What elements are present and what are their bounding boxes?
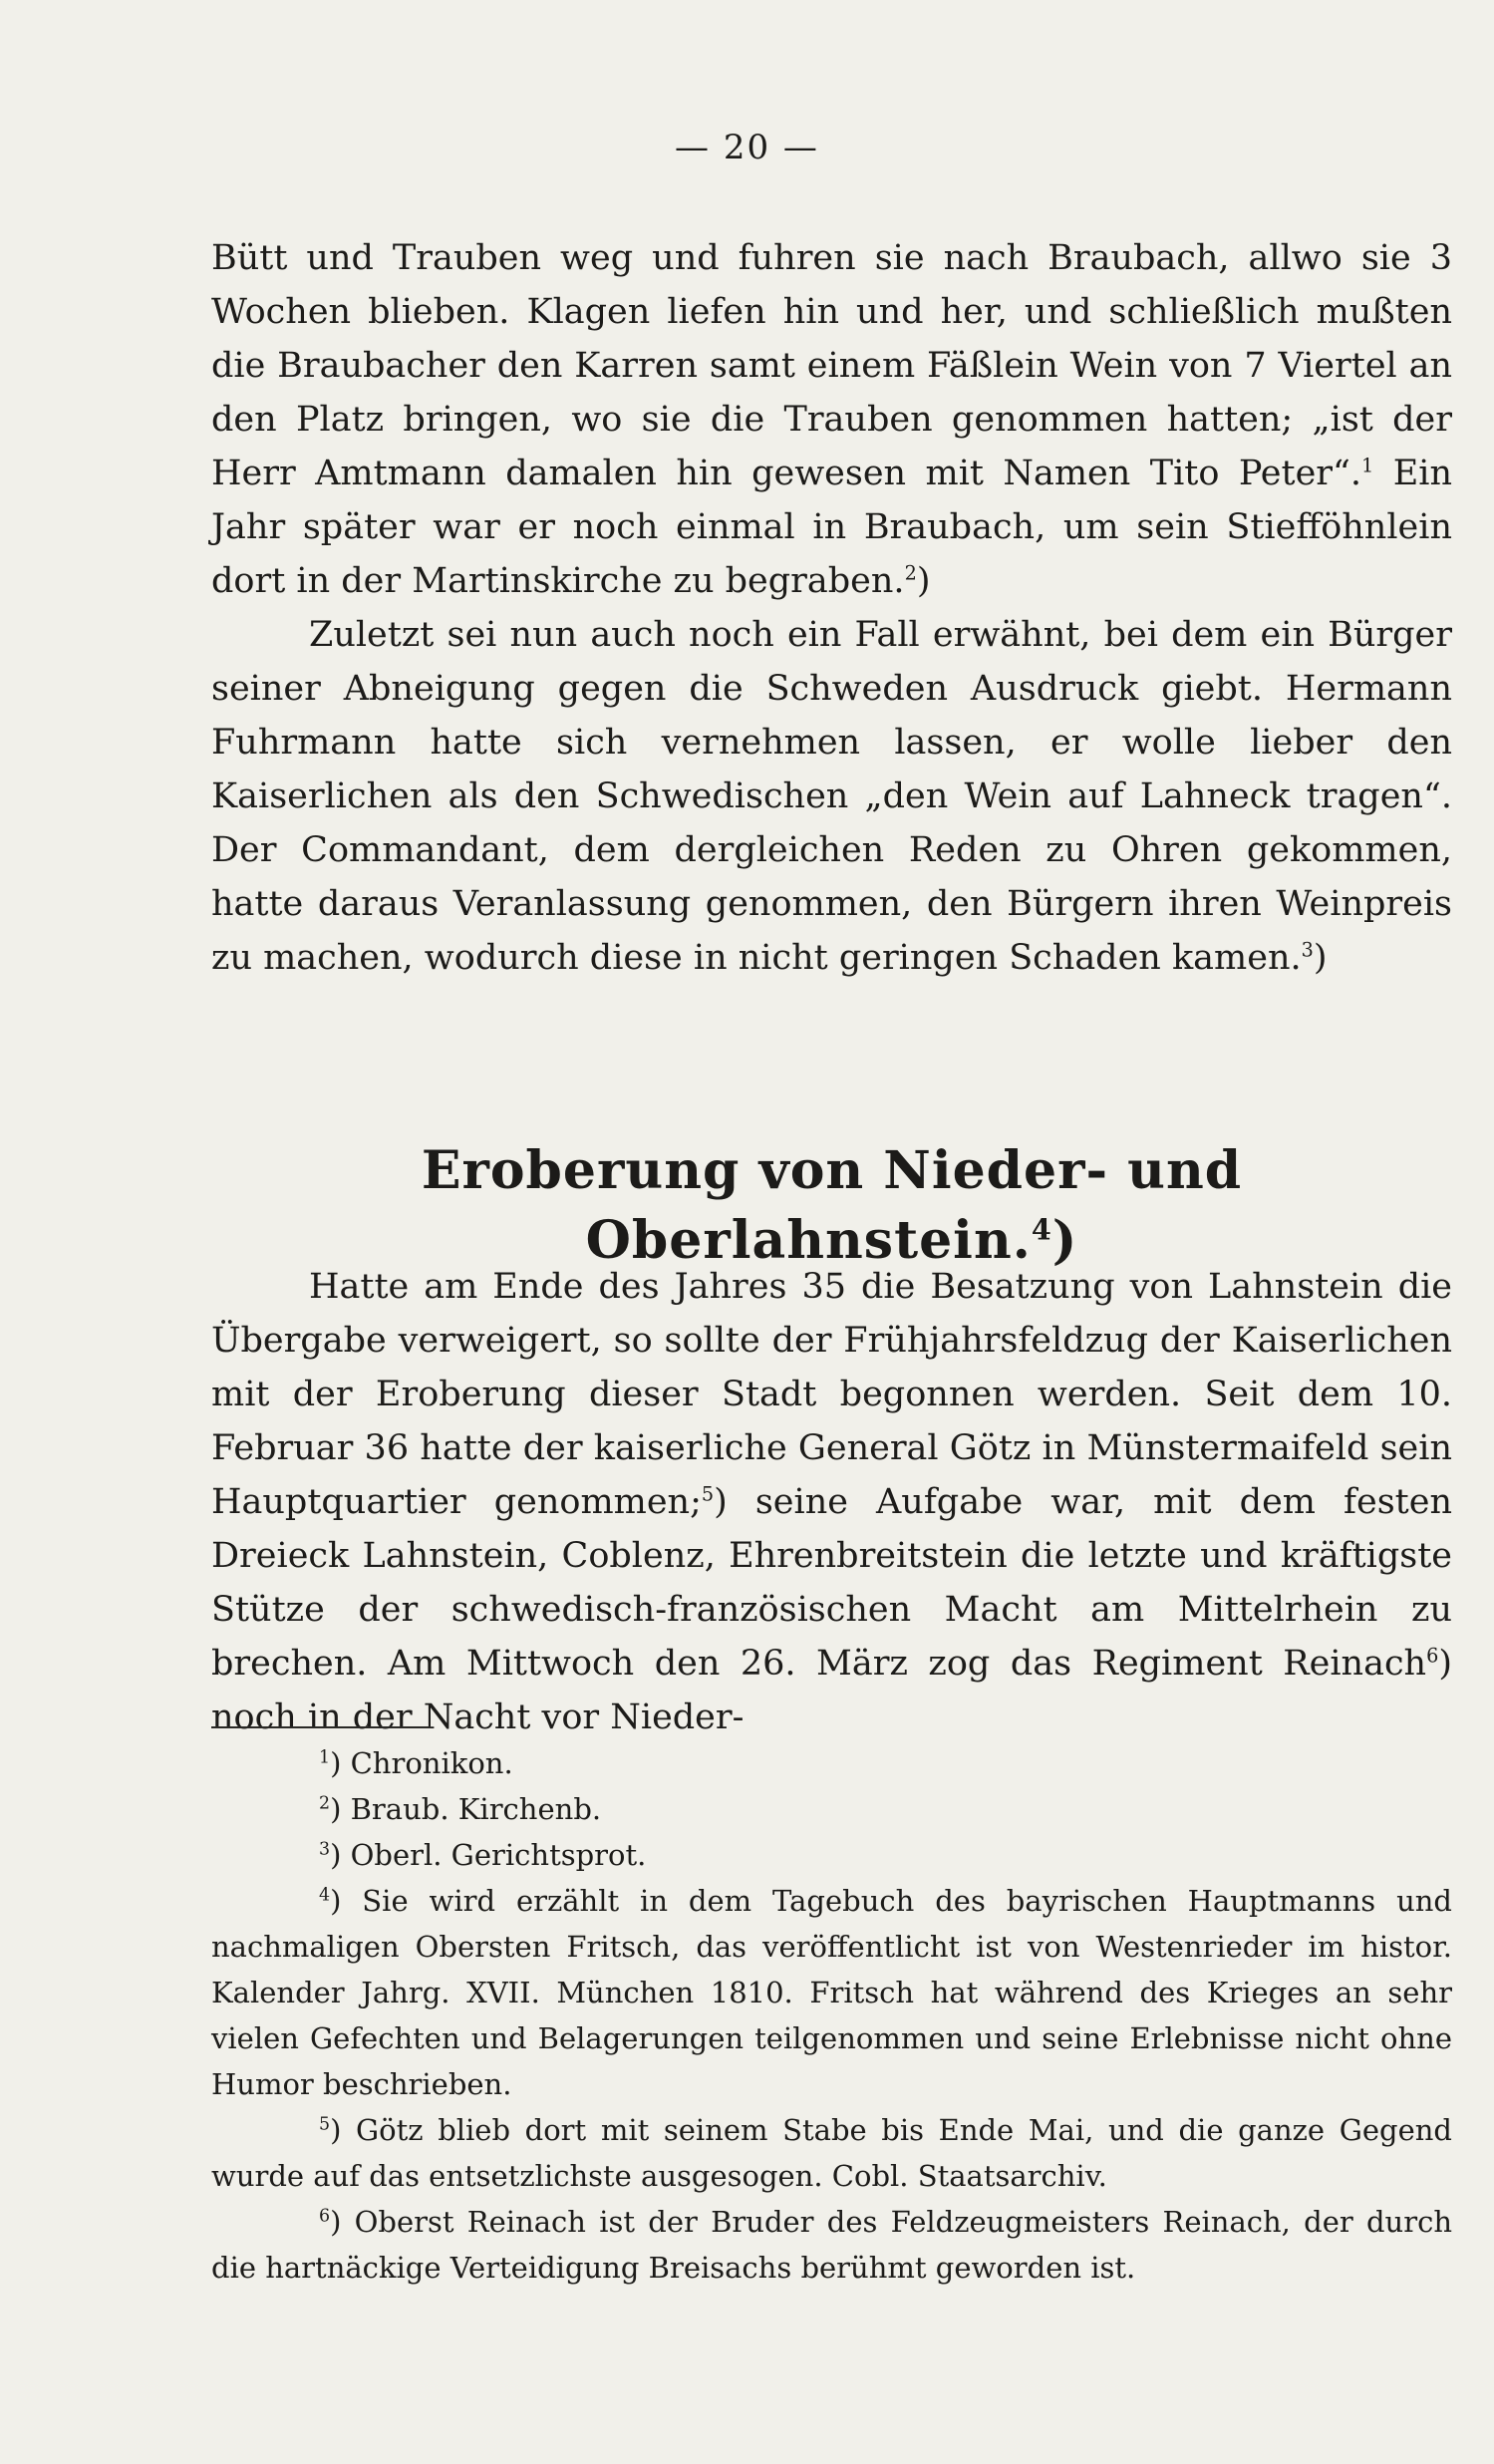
- footnote-6-text: ) Oberst Reinach ist der Bruder des Feldzeugmeisters Reinach, der durch die hartnäckige Verteidigung Breisachs berühmt geworden ist.: [211, 2205, 1452, 2285]
- footnote-3-mark: 3: [319, 1839, 331, 1860]
- footnote-ref-4: 4: [1031, 1212, 1052, 1247]
- footnote-5-mark: 5: [319, 2114, 331, 2135]
- main-text: [211, 1260, 1452, 1744]
- section-heading: [211, 1136, 1452, 1276]
- paragraph-1-close: ): [916, 561, 931, 601]
- footnote-1-text: ) Chronikon.: [330, 1746, 513, 1780]
- footnote-2-text: ) Braub. Kirchenb.: [330, 1792, 602, 1826]
- section-heading-title: Eroberung von Nieder- und Oberlahnstein.: [421, 1140, 1243, 1271]
- paragraph-2-text: Zuletzt sei nun auch noch ein Fall erwähnt, bei dem ein Bürger seiner Abneigung gegen die Schweden Ausdruck giebt. Hermann Fuhrmann hatte sich vernehmen lassen, er wolle lieber den Kaiserlichen als den Schwedischen „den Wein auf Lahneck tragen“. Der Commandant, dem dergleichen Reden zu Ohren gekommen, hatte daraus Veranlassung genommen, den Bürgern ihren Weinpreis zu machen, wodurch diese in nicht geringen Schaden kamen.: [211, 615, 1452, 978]
- paragraph-1-text-cont: Ein Jahr später war er noch einmal in Braubach, um sein Stiefföhnlein dort in der Martinskirche zu begraben.: [211, 454, 1452, 601]
- footnote-3-text: ) Oberl. Gerichtsprot.: [330, 1838, 647, 1872]
- footnote-ref-2: 2: [904, 561, 917, 585]
- footnote-ref-3: 3: [1301, 938, 1314, 962]
- paragraph-1-text: Bütt und Trauben weg und fuhren sie nach Braubach, allwo sie 3 Wochen blieben. Klagen liefen hin und her, und schließlich mußten die Braubacher den Karren samt einem Fäßlein Wein von 7 Viertel an den Platz bringen, wo sie die Trauben genommen hatten; „ist der Herr Amtmann damalen hin gewesen mit Namen Tito Peter“.: [211, 238, 1452, 493]
- paragraph-3: [211, 1260, 1452, 1744]
- footnote-2: [211, 1786, 1452, 1832]
- footnote-ref-6: 6: [1426, 1644, 1439, 1668]
- footnote-4-mark: 4: [319, 1885, 331, 1906]
- paragraph-3-text-cont: ) seine Aufgabe war, mit dem festen Dreieck Lahnstein, Coblenz, Ehrenbreitstein die letzte und kräftigste Stütze der schwedisch-französischen Macht am Mittelrhein zu brechen. Am Mittwoch den 26. März zog das Regiment Reinach: [211, 1482, 1452, 1684]
- page-number: — 20 —: [675, 128, 819, 167]
- intro-text: [211, 231, 1452, 985]
- paragraph-3-text: Hatte am Ende des Jahres 35 die Besatzung von Lahnstein die Übergabe verweigert, so sollte der Frühjahrsfeldzug der Kaiserlichen mit der Eroberung dieser Stadt begonnen werden. Seit dem 10. Februar 36 hatte der kaiserliche General Götz in Münstermaifeld sein Hauptquartier genommen;: [211, 1267, 1452, 1522]
- footnote-2-mark: 2: [319, 1793, 331, 1814]
- footnote-ref-1: 1: [1361, 454, 1374, 477]
- footnote-1-mark: 1: [319, 1747, 331, 1768]
- footnote-4: [211, 1878, 1452, 2107]
- footnote-4-text: ) Sie wird erzählt in dem Tagebuch des bayrischen Hauptmanns und nachmaligen Obersten Fritsch, das veröffentlicht ist von Westenrieder im histor. Kalender Jahrg. XVII. München 1810. Fritsch hat während des Krieges an sehr vielen Gefechten und Belagerungen teilgenommen und seine Erlebnisse nicht ohne Humor beschrieben.: [211, 1884, 1452, 2101]
- footnote-5-text: ) Götz blieb dort mit seinem Stabe bis Ende Mai, und die ganze Gegend wurde auf das entsetzlichste ausgesogen. Cobl. Staatsarchiv.: [211, 2113, 1452, 2193]
- paragraph-2: [211, 608, 1452, 985]
- footnote-ref-5: 5: [701, 1482, 715, 1506]
- footnote-6: [211, 2199, 1452, 2291]
- footnote-3: [211, 1832, 1452, 1878]
- paragraph-2-close: ): [1313, 938, 1328, 978]
- footnotes: [211, 1740, 1452, 2291]
- footnote-5: [211, 2107, 1452, 2199]
- footnote-6-mark: 6: [319, 2206, 331, 2227]
- paragraph-3-text-end: ) noch in der Nacht vor Nieder-: [211, 1644, 1452, 1737]
- section-heading-close: ): [1051, 1210, 1078, 1271]
- paragraph-1: [211, 231, 1452, 608]
- footnote-1: [211, 1740, 1452, 1786]
- footnote-divider: [211, 1726, 431, 1728]
